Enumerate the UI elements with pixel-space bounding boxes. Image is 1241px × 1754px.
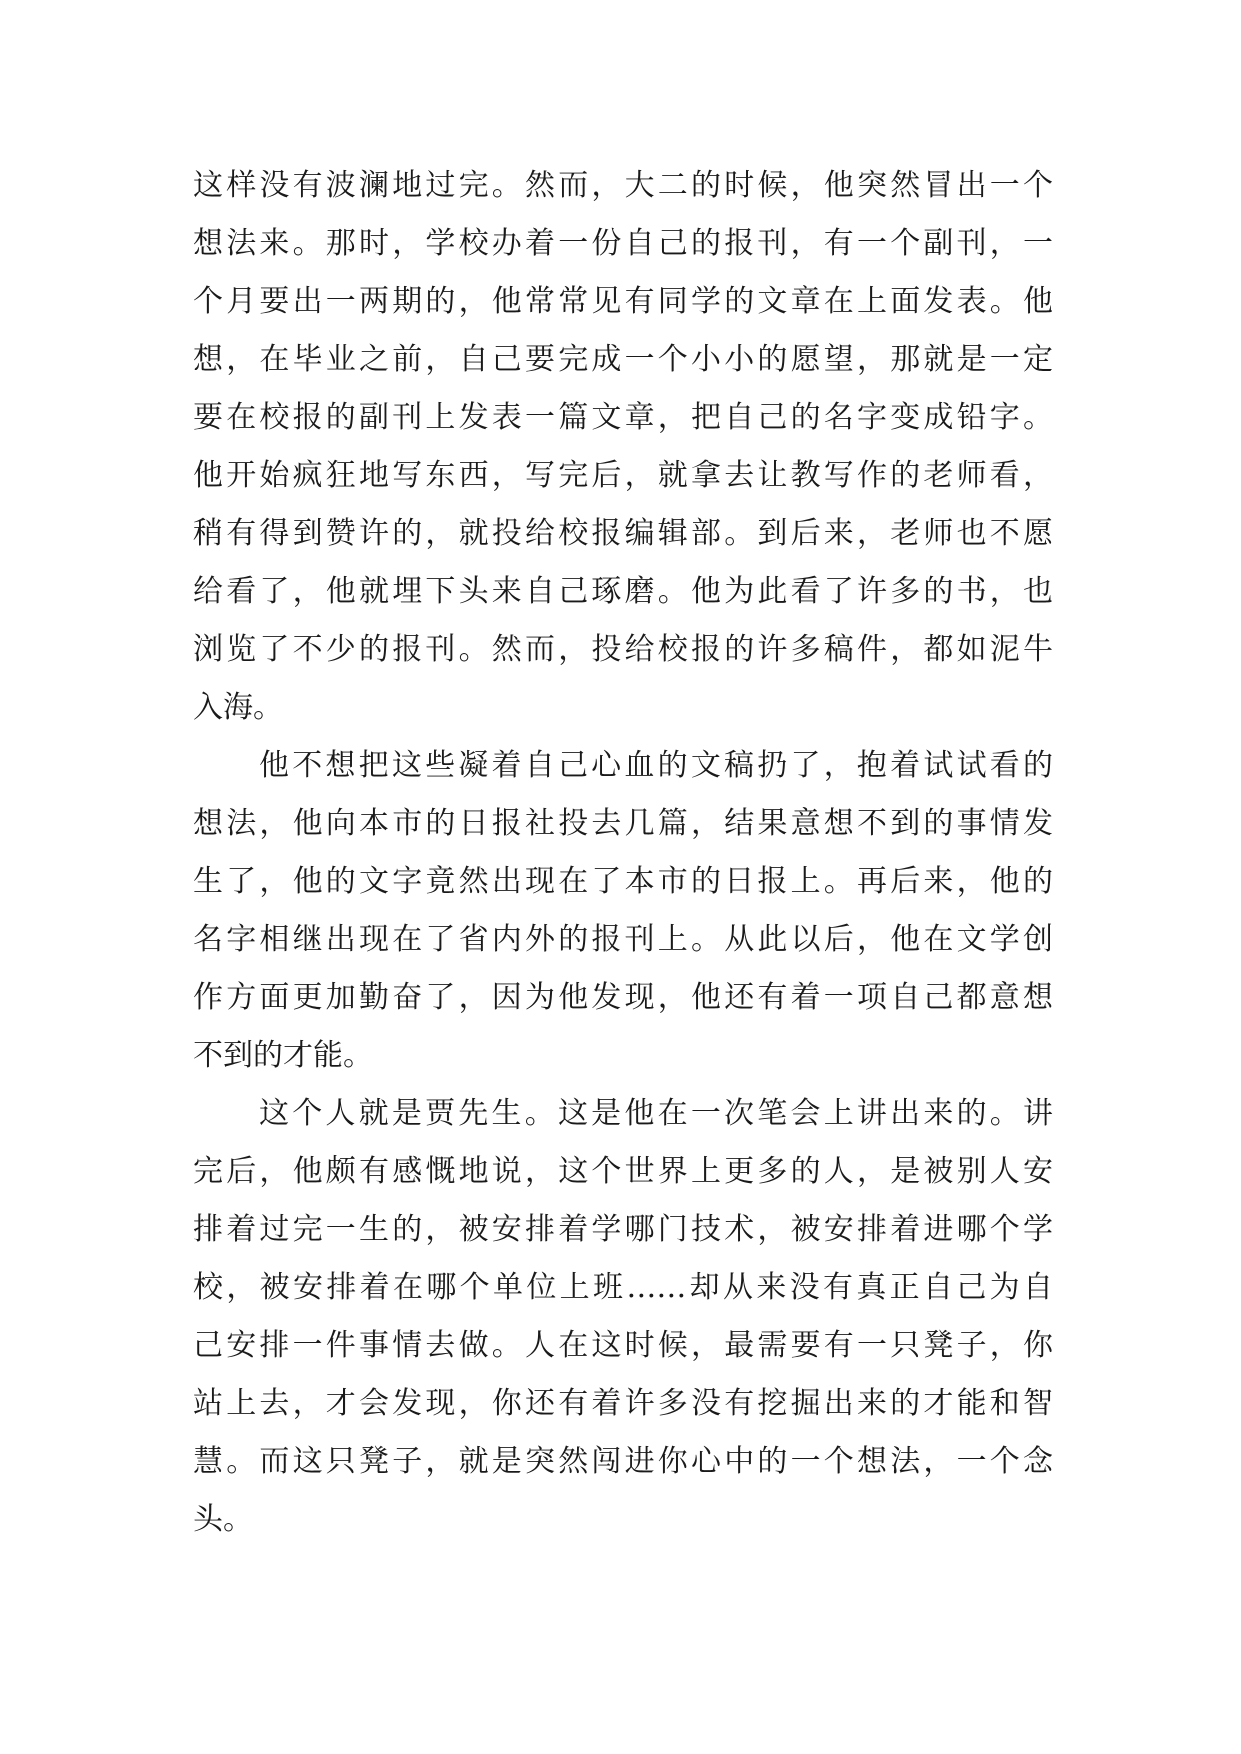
text-line: 他不想把这些凝着自己心血的文稿扔了，抱着试试看的: [259, 748, 1053, 783]
text-line: 生了，他的文字竟然出现在了本市的日报上。再后来，他的: [193, 864, 1053, 899]
text-line: 想法，他向本市的日报社投去几篇，结果意想不到的事情发: [193, 806, 1053, 841]
text-line: 慧。而这只凳子，就是突然闯进你心中的一个想法，一个念: [193, 1444, 1053, 1479]
text-line: 想法来。那时，学校办着一份自己的报刊，有一个副刊，一: [193, 226, 1053, 261]
text-line: 他开始疯狂地写东西，写完后，就拿去让教写作的老师看，: [193, 458, 1053, 493]
text-line: 排着过完一生的，被安排着学哪门技术，被安排着进哪个学: [193, 1212, 1053, 1247]
text-line: 这个人就是贾先生。这是他在一次笔会上讲出来的。讲: [259, 1096, 1053, 1131]
text-line: 想，在毕业之前，自己要完成一个小小的愿望，那就是一定: [193, 342, 1053, 377]
body-text: [193, 157, 1053, 1549]
text-line: 入海。: [193, 690, 283, 725]
text-line: 作方面更加勤奋了，因为他发现，他还有着一项自己都意想: [193, 980, 1053, 1015]
text-line: 站上去，才会发现，你还有着许多没有挖掘出来的才能和智: [193, 1386, 1053, 1421]
text-line: 要在校报的副刊上发表一篇文章，把自己的名字变成铅字。: [193, 400, 1053, 435]
text-line: 个月要出一两期的，他常常见有同学的文章在上面发表。他: [193, 284, 1053, 319]
text-line: 校，被安排着在哪个单位上班……却从来没有真正自己为自: [193, 1270, 1053, 1305]
text-line: 头。: [193, 1502, 253, 1537]
text-line: 给看了，他就埋下头来自己琢磨。他为此看了许多的书，也: [193, 574, 1053, 609]
text-line: 完后，他颇有感慨地说，这个世界上更多的人，是被别人安: [193, 1154, 1053, 1189]
text-line: 稍有得到赞许的，就投给校报编辑部。到后来，老师也不愿: [193, 516, 1053, 551]
text-line: 不到的才能。: [193, 1038, 373, 1073]
text-line: 浏览了不少的报刊。然而，投给校报的许多稿件，都如泥牛: [193, 632, 1053, 667]
text-line: 这样没有波澜地过完。然而，大二的时候，他突然冒出一个: [193, 168, 1053, 203]
text-line: 名字相继出现在了省内外的报刊上。从此以后，他在文学创: [193, 922, 1053, 957]
text-line: 己安排一件事情去做。人在这时候，最需要有一只凳子，你: [193, 1328, 1053, 1363]
